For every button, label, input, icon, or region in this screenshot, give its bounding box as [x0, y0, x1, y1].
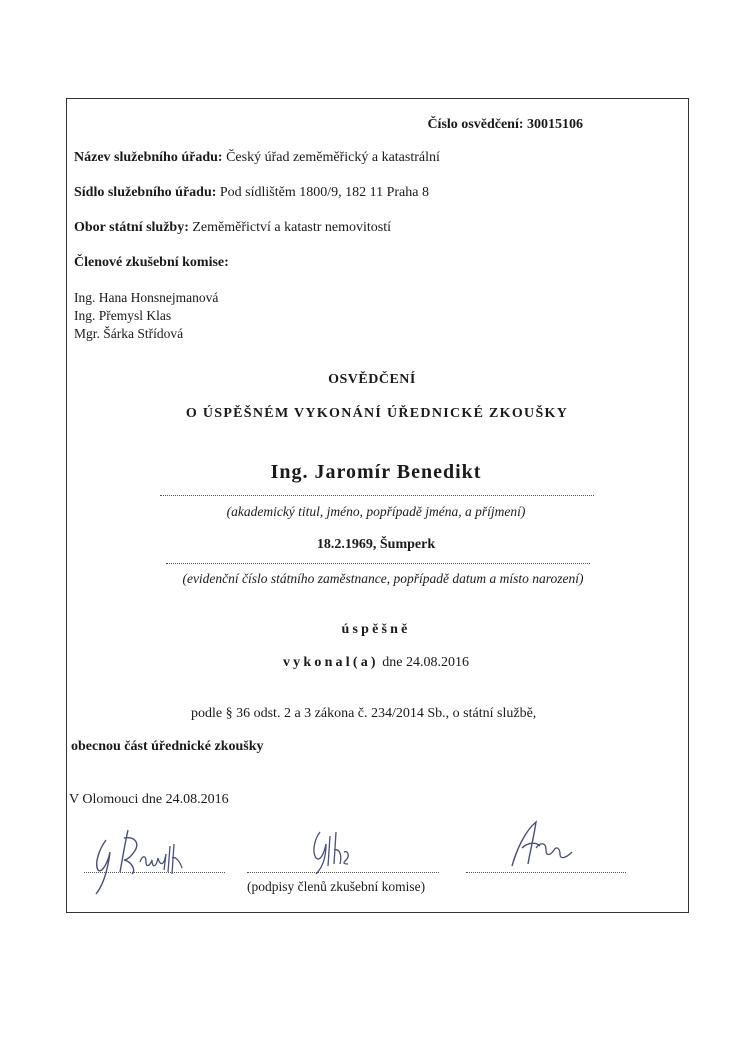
committee-member: Ing. Přemysl Klas [74, 308, 172, 323]
office-name-label: Název služebního úřadu: [74, 150, 223, 165]
performed-text: vykonal(a) [282, 655, 379, 670]
signature-3 [500, 812, 590, 872]
person-name: Ing. Jaromír Benedikt [270, 461, 482, 483]
legal-basis: podle § 36 odst. 2 a 3 zákona č. 234/2014 Sb., o státní službě, [191, 706, 537, 721]
office-seat-label: Sídlo služebního úřadu: [74, 185, 217, 200]
committee-member: Mgr. Šárka Střídová [74, 326, 184, 341]
committee-member: Ing. Hana Honsnejmanová [74, 290, 219, 305]
certificate-number [427, 117, 583, 133]
birth-dotted-line [166, 563, 590, 564]
birth-info: 18.2.1969, Šumperk [316, 537, 436, 552]
birth-caption: (evidenční číslo státního zaměstnance, popřípadě datum a místo narození) [182, 571, 584, 586]
committee-label: Členové zkušební komise: [74, 255, 229, 270]
exam-part: obecnou část úřednické zkoušky [71, 739, 264, 754]
exam-date: dne 24.08.2016 [382, 655, 469, 670]
name-dotted-line [160, 495, 594, 496]
signatures-caption: (podpisy členů zkušební komise) [247, 879, 426, 894]
signature-line-3 [466, 872, 626, 873]
office-seat-value: Pod sídlištěm 1800/9, 182 11 Praha 8 [219, 185, 429, 200]
service-field-value: Zeměměřictví a katastr nemovitostí [192, 220, 392, 235]
certificate-number-value: 30015106 [527, 117, 583, 132]
service-field-label: Obor státní služby: [74, 220, 189, 235]
office-seat-row [74, 185, 429, 201]
signature-2 [300, 822, 370, 878]
successfully-text: úspěšně [341, 622, 411, 637]
committee-list [74, 289, 218, 343]
office-name-value: Český úřad zeměměřický a katastrální [226, 150, 440, 165]
office-name-row [74, 150, 440, 166]
document-title: OSVĚDČENÍ [328, 372, 416, 387]
place-date: V Olomouci dne 24.08.2016 [69, 792, 229, 807]
name-caption: (akademický titul, jméno, popřípadě jména, a příjmení) [226, 504, 526, 519]
document-subtitle: O ÚSPĚŠNÉM VYKONÁNÍ ÚŘEDNICKÉ ZKOUŠKY [185, 406, 569, 421]
certificate-number-label: Číslo osvědčení: [427, 117, 524, 132]
signature-1 [84, 818, 194, 903]
service-field-row [74, 220, 391, 236]
performed-row [0, 655, 744, 671]
